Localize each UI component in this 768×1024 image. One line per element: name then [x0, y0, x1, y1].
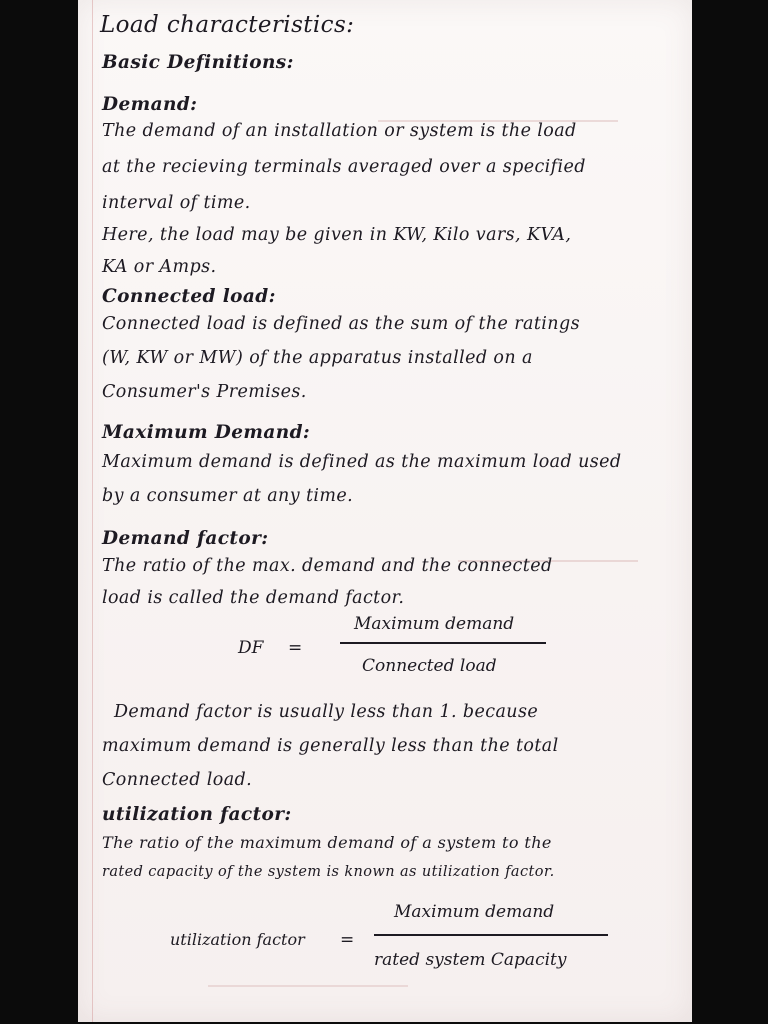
heading-demand-factor: Demand factor:	[102, 528, 269, 549]
heading-connected-load: Connected load:	[102, 286, 276, 307]
text-line: Connected load is defined as the sum of the ratings	[102, 314, 580, 334]
heading-maximum-demand: Maximum Demand:	[102, 422, 311, 443]
formula-denominator: rated system Capacity	[374, 950, 567, 970]
text-line: KA or Amps.	[102, 257, 217, 277]
text-line: Here, the load may be given in KW, Kilo vars, KVA,	[102, 225, 572, 245]
text-line: by a consumer at any time.	[102, 486, 354, 506]
margin-line	[92, 0, 93, 1022]
text-line: Consumer's Premises.	[102, 382, 307, 402]
bleed-through-mark	[208, 985, 408, 987]
text-line: Demand factor is usually less than 1. because	[114, 702, 539, 722]
formula-equals: =	[288, 638, 303, 658]
formula-lhs-utilization: utilization factor	[170, 930, 305, 949]
notebook-page	[78, 0, 692, 1022]
text-line: interval of time.	[102, 193, 251, 213]
page-title: Load characteristics:	[100, 12, 355, 38]
heading-utilization-factor: utilization factor:	[102, 804, 292, 825]
section-basic-definitions: Basic Definitions:	[102, 52, 294, 73]
text-line: rated capacity of the system is known as utilization factor.	[102, 864, 555, 880]
fraction-bar	[374, 934, 608, 936]
text-line: Connected load.	[102, 770, 253, 790]
formula-numerator: Maximum demand	[354, 614, 515, 634]
heading-demand: Demand:	[102, 94, 198, 115]
text-line: (W, KW or MW) of the apparatus installed on a	[102, 348, 533, 368]
formula-lhs-df: DF	[238, 638, 264, 658]
fraction-bar	[340, 642, 546, 644]
text-line: at the recieving terminals averaged over a specified	[102, 157, 586, 177]
text-line: maximum demand is generally less than the total	[102, 736, 559, 756]
formula-denominator: Connected load	[362, 656, 497, 676]
formula-equals: =	[340, 930, 355, 950]
text-line: The ratio of the maximum demand of a system to the	[102, 833, 552, 852]
text-line: The demand of an installation or system is the load	[102, 121, 577, 141]
text-line: The ratio of the max. demand and the connected	[102, 556, 553, 576]
text-line: Maximum demand is defined as the maximum load used	[102, 452, 622, 472]
text-line: load is called the demand factor.	[102, 588, 405, 608]
formula-numerator: Maximum demand	[394, 902, 555, 922]
